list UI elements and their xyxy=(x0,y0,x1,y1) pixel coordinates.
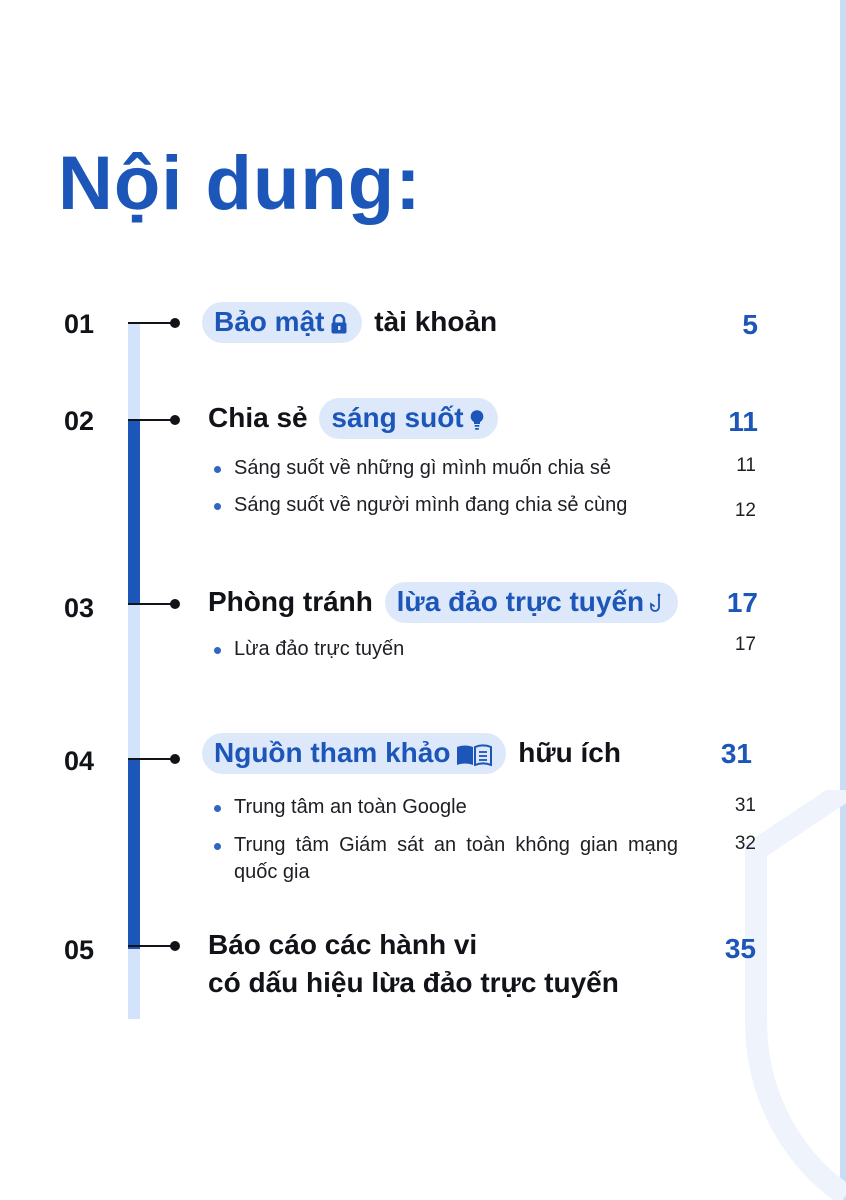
timeline-segment xyxy=(128,324,140,420)
heading-highlight xyxy=(202,733,506,774)
connector-dot xyxy=(170,941,180,951)
section-heading xyxy=(208,398,502,439)
subitem-page-number: 32 xyxy=(734,833,756,854)
heading-before: Chia sẻ xyxy=(208,402,308,433)
heading-highlight xyxy=(202,302,362,343)
timeline xyxy=(128,324,140,1019)
heading-highlight xyxy=(319,398,497,439)
connector-line xyxy=(128,603,172,605)
lock-icon xyxy=(330,314,348,334)
highlight-text: sáng suốt xyxy=(331,402,464,433)
heading-line-1: Báo cáo các hành vi xyxy=(208,929,478,960)
connector-line xyxy=(128,419,172,421)
highlight-text: Bảo mật xyxy=(214,306,325,337)
toc-subitem[interactable]: Trung tâm an toàn Google xyxy=(212,794,704,821)
connector-line xyxy=(128,945,172,947)
timeline-segment xyxy=(128,759,140,949)
section-number: 01 xyxy=(64,309,95,339)
toc-subitem[interactable]: Sáng suốt về những gì mình muốn chia sẻ xyxy=(212,455,704,482)
subitem-page-number: 31 xyxy=(734,795,756,816)
heading-before: Phòng tránh xyxy=(208,586,373,617)
section-heading xyxy=(208,926,619,1002)
subitem-page-number: 17 xyxy=(734,634,756,655)
toc-subitem[interactable]: Trung tâm Giám sát an toàn không gian mạng quốc gia xyxy=(212,832,678,886)
toc-subitem[interactable]: Sáng suốt về người mình đang chia sẻ cùng xyxy=(212,492,704,519)
connector-dot xyxy=(170,415,180,425)
section-heading xyxy=(208,302,497,343)
toc-subitem[interactable]: Lừa đảo trực tuyến xyxy=(212,636,704,663)
connector-line xyxy=(128,758,172,760)
subitem-page-number: 12 xyxy=(734,500,756,521)
connector-dot xyxy=(170,318,180,328)
subitem-page-number: 11 xyxy=(736,455,756,476)
lightbulb-icon xyxy=(470,409,484,431)
page-title: Nội dung: xyxy=(58,141,422,226)
section-number: 02 xyxy=(64,406,95,436)
section-page-number: 5 xyxy=(742,309,758,340)
heading-after: tài khoản xyxy=(374,306,498,337)
fishhook-icon xyxy=(650,593,664,615)
connector-dot xyxy=(170,599,180,609)
section-number: 05 xyxy=(64,935,95,965)
highlight-text: lừa đảo trực tuyến xyxy=(396,586,645,617)
highlight-text: Nguồn tham khảo xyxy=(214,737,451,768)
section-number: 04 xyxy=(64,746,95,776)
section-page-number: 35 xyxy=(724,933,756,964)
section-number: 03 xyxy=(64,593,95,623)
heading-highlight xyxy=(385,582,679,623)
connector-line xyxy=(128,322,172,324)
section-heading xyxy=(208,733,621,774)
section-heading xyxy=(208,582,682,623)
heading-line-2: có dấu hiệu lừa đảo trực tuyến xyxy=(208,966,619,998)
section-page-number: 17 xyxy=(726,587,758,618)
section-page-number: 31 xyxy=(720,738,752,769)
section-page-number: 11 xyxy=(728,406,758,437)
heading-after: hữu ích xyxy=(518,737,621,768)
book-icon xyxy=(456,744,492,766)
timeline-segment xyxy=(128,949,140,1019)
timeline-segment xyxy=(128,604,140,759)
timeline-segment xyxy=(128,420,140,604)
connector-dot xyxy=(170,754,180,764)
